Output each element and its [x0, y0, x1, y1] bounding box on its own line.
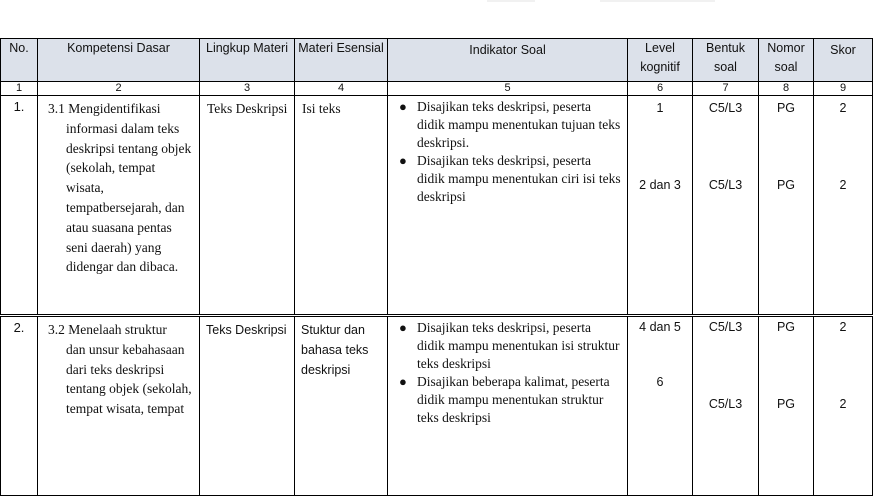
indikator-item [397, 319, 621, 373]
bentuk-value: C5/L3 [708, 101, 743, 115]
lingkup-materi-cell: Teks Deskripsi [200, 316, 295, 496]
skor-value: 2 [839, 397, 847, 411]
kisi-kisi-table [0, 38, 873, 496]
header-indikator-soal: Indikator Soal [388, 39, 628, 82]
level-value: 4 dan 5 [639, 320, 681, 334]
bentuk-soal-cell [693, 96, 759, 316]
bentuk-value: C5/L3 [708, 178, 743, 192]
level-kognitif-cell [628, 96, 693, 316]
indikator-item [397, 373, 621, 427]
skor-cell [814, 96, 873, 316]
column-number: 2 [38, 82, 200, 96]
decorative-line [487, 0, 535, 2]
skor-value: 2 [839, 178, 847, 192]
nomor-value: PG [776, 320, 796, 334]
column-number: 6 [628, 82, 693, 96]
skor-value: 2 [839, 101, 847, 115]
nomor-soal-cell [759, 316, 814, 496]
header-lingkup-materi: Lingkup Materi [200, 39, 295, 82]
header-skor: Skor [814, 39, 873, 82]
bentuk-value: C5/L3 [708, 397, 743, 411]
header-no: No. [1, 39, 38, 82]
kompetensi-dasar-cell [38, 316, 200, 496]
kd-rest: dan unsur kebahasaan dari teks deskripsi tentang objek (sekolah, tempat wisata, tempat [66, 341, 192, 417]
materi-esensial-cell: Stuktur dan bahasa teks deskripsi [295, 316, 388, 496]
column-number: 7 [693, 82, 759, 96]
skor-cell [814, 316, 873, 496]
header-bentuk-soal: Bentuk soal [693, 39, 759, 82]
indikator-item [397, 98, 621, 152]
kd-lead: 3.1 Mengidentifikasi [48, 101, 161, 116]
level-value: 6 [656, 375, 664, 389]
bullet-icon: ● [399, 99, 407, 114]
nomor-soal-cell [759, 96, 814, 316]
kd-rest: informasi dalam teks deskripsi tentang objek (sekolah, tempat wisata, tempatbersejarah, dan atau suasana pentas seni daerah) yang didengar dan dibaca. [66, 120, 192, 275]
bentuk-soal-cell [693, 316, 759, 496]
column-number: 4 [295, 82, 388, 96]
row-number: 1. [1, 96, 38, 316]
indikator-soal-cell [388, 96, 628, 316]
kompetensi-dasar-cell [38, 96, 200, 316]
indikator-item [397, 152, 621, 206]
column-number: 1 [1, 82, 38, 96]
column-number: 9 [814, 82, 873, 96]
header-nomor-soal: Nomor soal [759, 39, 814, 82]
table-row [1, 316, 873, 496]
level-value: 2 dan 3 [639, 178, 681, 192]
skor-value: 2 [839, 320, 847, 334]
column-number-row [1, 82, 873, 96]
header-materi-esensial: Materi Esensial [295, 39, 388, 82]
bullet-icon: ● [399, 374, 407, 389]
indikator-text: Disajikan teks deskripsi, peserta didik mampu menentukan isi struktur teks deskripsi [417, 320, 620, 371]
nomor-value: PG [776, 178, 796, 192]
indikator-soal-cell [388, 316, 628, 496]
indikator-text: Disajikan teks deskripsi, peserta didik mampu menentukan ciri isi teks deskripsi [417, 153, 621, 204]
header-row [1, 39, 873, 82]
row-number: 2. [1, 316, 38, 496]
bullet-icon: ● [399, 153, 407, 168]
nomor-value: PG [776, 397, 796, 411]
nomor-value: PG [776, 101, 796, 115]
header-kompetensi-dasar: Kompetensi Dasar [38, 39, 200, 82]
indikator-text: Disajikan beberapa kalimat, peserta didik mampu menentukan struktur teks deskripsi [417, 374, 610, 425]
decorative-line [600, 0, 715, 2]
bentuk-value: C5/L3 [708, 320, 743, 334]
level-kognitif-cell [628, 316, 693, 496]
level-value: 1 [656, 101, 664, 115]
column-number: 5 [388, 82, 628, 96]
lingkup-materi-cell: Teks Deskripsi [200, 96, 295, 316]
table-row [1, 96, 873, 316]
column-number: 3 [200, 82, 295, 96]
indikator-text: Disajikan teks deskripsi, peserta didik mampu menentukan tujuan teks deskripsi. [417, 99, 621, 150]
column-number: 8 [759, 82, 814, 96]
materi-esensial-cell: Isi teks [295, 96, 388, 316]
kd-lead: 3.2 Menelaah struktur [48, 322, 167, 337]
header-level-kognitif: Level kognitif [628, 39, 693, 82]
bullet-icon: ● [399, 320, 407, 335]
